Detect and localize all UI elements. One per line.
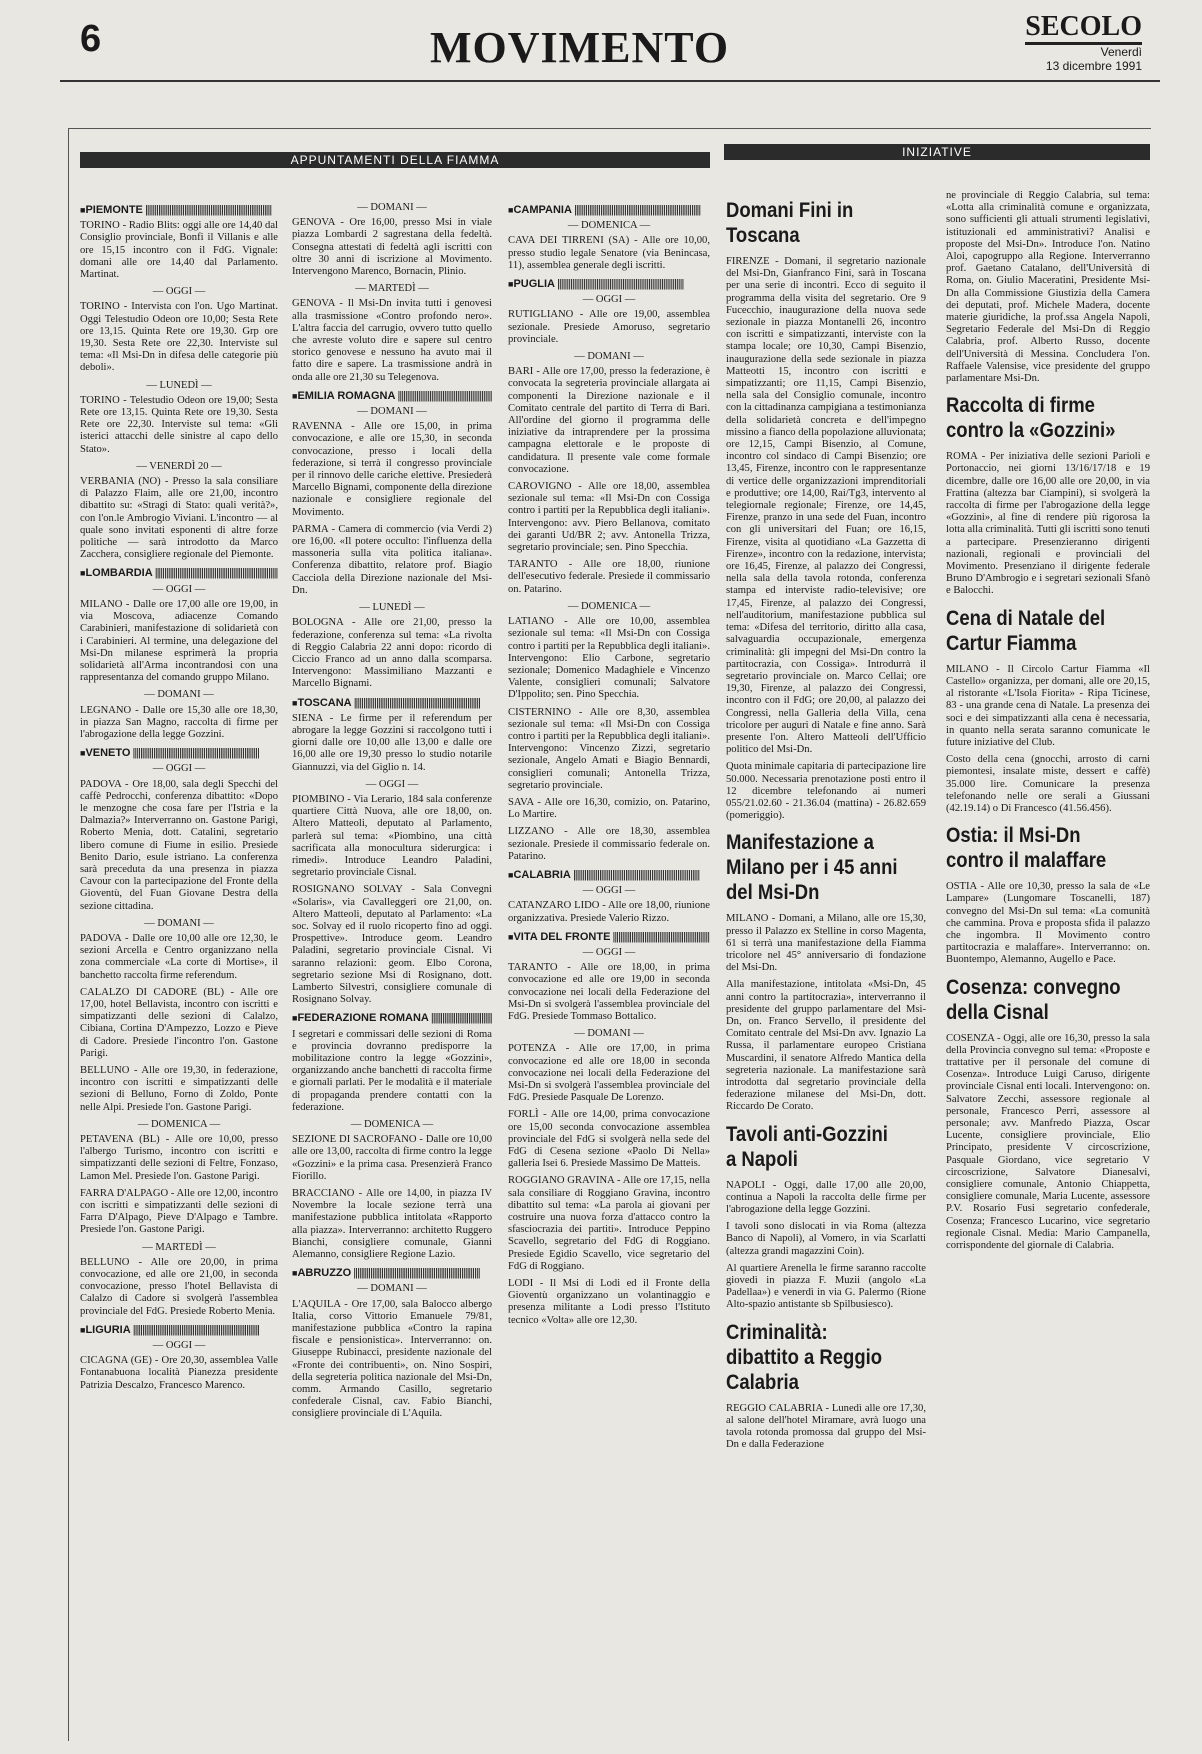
item: CISTERNINO - Alle ore 8,30, assemblea sezionale sul tema: «Il Msi-Dn con Cossiga contro i partiti per la Repubblica degli italiani». Intervengono: Vincenzo Zizzi, segretario sezionale, Angelo Amati e Biagio Bennardi, consiglieri comunali; Antonella Trizza, segretario provinciale. bbox=[508, 706, 710, 791]
day-heading: — OGGI — bbox=[152, 1340, 206, 1352]
article-text: MILANO - Il Circolo Cartur Fiamma «Il Castello» organizza, per domani, alle ore 20,15, al ristorante «L'Isola Fiorita» - Ripa Ticinese, 83 - una grande cena di Natale. La presenza dei soci e dei simpatizzanti alla cena è necessaria, in quanto nella serata saranno comunicate le future iniziative del Club. bbox=[946, 663, 1150, 748]
item: ROSIGNANO SOLVAY - Sala Convegni «Solaris», via Cavalleggeri ore 21,00, on. Altero Matteoli, deputato al Parlamento: «La soc. Solvay ed il ruolo ricoperto fino ad oggi. Prospettive». Introduce geom. Leandro Paladini, segretario provinciale Cisnal. Vi saranno relazioni: geom. Elbo Corona, segretario sezione Msi di Rosignano, dott. Lamberto Silvestri, consigliere comunale di Rosignano Solvay. bbox=[292, 884, 492, 1006]
day-heading: — OGGI — bbox=[365, 778, 419, 790]
column-2 bbox=[292, 198, 492, 1743]
day-heading: — OGGI — bbox=[152, 583, 206, 595]
day-heading: — DOMENICA — bbox=[567, 220, 651, 232]
item: FARRA D'ALPAGO - Alle ore 12,00, incontro con iscritti e simpatizzanti delle sezioni di Farra D'Alpago, Pieve D'Alpago e Tambre. Presiede l'on. Gastone Parigi. bbox=[80, 1187, 278, 1236]
column-5 bbox=[946, 190, 1150, 1740]
day-heading: — DOMENICA — bbox=[137, 1118, 221, 1130]
article-text: Alla manifestazione, intitolata «Msi-Dn, 45 anni contro la partitocrazia», interverranno il presidente del gruppo parlamentare del Msi-Dn, on. Franco Servello, il presidente del Comitato centrale del Msi-Dn avv. Ignazio La Russa, il parlamentare europeo Cristiana Muscardini, il senatore Alfredo Mantica della segreteria nazionale. La manifestazione sarà introdotta dal segretario provinciale della federazione milanese del Msi-Dn, dott. Riccardo De Corato. bbox=[726, 979, 926, 1113]
region-heading: ■LIGURIA |||||||||||||||||||||||||||||||||||||||||||||||||||||||||||||||||||| bbox=[80, 1324, 278, 1336]
region-heading: ■VENETO |||||||||||||||||||||||||||||||||||||||||||||||||||||||||||||||||||| bbox=[80, 747, 278, 759]
day-heading: — OGGI — bbox=[152, 286, 206, 298]
day-heading: — MARTEDÌ — bbox=[355, 283, 429, 295]
region-heading: ■VITA DEL FRONTE |||||||||||||||||||||||||||||||||||||||||||||||||||||||||||||||||||| bbox=[508, 931, 710, 943]
article-text: Costo della cena (gnocchi, arrosto di carni piemontesi, insalate miste, dessert e caffè) 35.000 lire. Comunicare la presenza telefonando nelle ore serali a Giussani (42.19.14) o Di Francesco (41.56.456). bbox=[946, 754, 1150, 814]
article-text: ne provinciale di Reggio Calabria, sul tema: «Lotta alla criminalità comune e organizzata, sono sufficienti gli attuali strumenti legislativi, istituzionali ed amministrativi? Analisi e proposte del Msi-Dn». Introduce l'on. Natino Aloi, capogruppo alla Regione. Interverranno prof. Gaetano Catalano, dell'Università di Roma, on. Giulio Maceratini, Presidente Msi-Dn alla Commissione Giustizia della Camera dei deputati, prof. Michele Madera, docente materie giuridiche, la prof.ssa Angela Napoli, Segretario Federale del Msi-Dn di Reggio Calabria, prof. Alberto Russo, docente dell'Università di Messina. Concludera l'on. Raffaele Valensise, vice presidente del gruppo parlamentare Msi-Dn. bbox=[946, 190, 1150, 385]
region-heading: ■CALABRIA |||||||||||||||||||||||||||||||||||||||||||||||||||||||||||||||||||| bbox=[508, 869, 710, 881]
day-heading: — DOMANI — bbox=[144, 917, 214, 929]
page-number: 6 bbox=[80, 18, 102, 60]
day-heading: — OGGI — bbox=[582, 294, 636, 306]
column-3 bbox=[508, 198, 710, 1743]
item: BOLOGNA - Alle ore 21,00, presso la federazione, conferenza sul tema: «La rivolta di Reggio Calabria 22 anni dopo: ricordo di Ciccio Franco ad un anno dalla scomparsa. Intervengono: Massimiliano Mazzanti e Marcello Bignami. bbox=[292, 617, 492, 690]
issue-date: 13 dicembre 1991 bbox=[1045, 59, 1142, 73]
item: I segretari e commissari delle sezioni di Roma e provincia dovranno predisporre la mobilitazione contro la legge «Gozzini», organizzando anche banchetti di raccolta firme e giornali parlati. Per le modalità e il materiale di propaganda prendere contatti con la federazione. bbox=[292, 1028, 492, 1113]
day-heading: — DOMENICA — bbox=[350, 1119, 434, 1131]
article-text: NAPOLI - Oggi, dalle 17,00 alle 20,00, continua a Napoli la raccolta delle firme per l'abrogazione della legge Gozzini. bbox=[726, 1179, 926, 1215]
item: SIENA - Le firme per il referendum per abrogare la legge Gozzini si raccolgono tutti i giorni dalle ore 10,00 alle 13,00 e dalle ore 16,00 alle ore 19,30 presso lo studio notarile Giannuzzi, via del Giglio n. 14. bbox=[292, 712, 492, 773]
top-rule bbox=[60, 80, 1160, 82]
day-heading: — OGGI — bbox=[582, 946, 636, 958]
day-heading: — LUNEDÌ — bbox=[359, 602, 425, 614]
region-heading: ■LOMBARDIA |||||||||||||||||||||||||||||||||||||||||||||||||||||||||||||||||||| bbox=[80, 567, 278, 579]
item: BRACCIANO - Alle ore 14,00, in piazza IV Novembre la locale sezione terrà una manifestazione pubblica intitolata «Rapporto alla piazza». Interverranno: architetto Ruggero Bianchi, consigliere comunale, Gianni Alemanno, consigliere Regione Lazio. bbox=[292, 1188, 492, 1261]
masthead bbox=[0, 0, 1202, 110]
item: BELLUNO - Alle ore 19,30, in federazione, incontro con iscritti e simpatizzanti delle sezioni di Belluno, Forno di Zoldo, Ponte nelle Alpi. Presiede l'on. Gastone Parigi. bbox=[80, 1065, 278, 1113]
item: PADOVA - Ore 18,00, sala degli Specchi del caffè Pedrocchi, conferenza dibattito: «Dopo le menzogne che cosa fare per l'Istria e la Dalmazia?» Interverranno on. Gastone Parigi, Roberto Menia, dott. Catalini, segretario libero comune di Fiume in esilio. Presiede Benito Dario, esule istriano. La conferenza sarà preceduta da una presenza in piazza Cavour con la partecipazione del Fronte della Gioventù, del Fuan Giovane Destra della sezione cittadina. bbox=[80, 778, 278, 912]
item: FORLÌ - Alle ore 14,00, prima convocazione ore 15,00 seconda convocazione assemblea provinciale del FdG si svolgerà nella sede del FdG di Cesena sezione «Paolo Di Nella» galleria Isei 6. Presiede Massimo De Matteis. bbox=[508, 1109, 710, 1170]
item: GENOVA - Il Msi-Dn invita tutti i genovesi alla trasmissione «Contro profondo nero». L'altra faccia del carrugio, ovvero tutto quello che avreste voluto dire e sapere sul centro storico genovese e nessuno ha avuto mai il fatto dire e sapere. La trasmissione andrà in onda alle ore 21,30 su Telegenova. bbox=[292, 298, 492, 383]
region-heading: ■TOSCANA |||||||||||||||||||||||||||||||||||||||||||||||||||||||||||||||||||| bbox=[292, 697, 492, 709]
item: L'AQUILA - Ore 17,00, sala Balocco albergo Italia, corso Vittorio Emanuele 79/81, manifestazione pubblica «Contro la rapina fiscale e pensionistica». Interverranno: on. Giuseppe Rubinacci, presidente nazionale del «Fronte dei contribuenti», on. Nino Sospiri, della segreteria politica nazionale del Msi-Dn, comm. Armando Casillo, segretario confederale Cisnal, cav. Fabio Bianchi, consigliere provinciale di L'Aquila. bbox=[292, 1298, 492, 1420]
item: SAVA - Alle ore 16,30, comizio, on. Patarino, Lo Martire. bbox=[508, 796, 710, 821]
article-text: MILANO - Domani, a Milano, alle ore 15,30, presso il Palazzo ex Stelline in corso Magenta, 61 si terrà una manifestazione della Fiamma tricolore nel 45° anniversario di fondazione del Msi-Dn. bbox=[726, 913, 926, 974]
article-headline: Cena di Natale del Cartur Fiamma bbox=[946, 606, 1106, 655]
day-heading: — VENERDÌ 20 — bbox=[136, 460, 222, 472]
article-text: REGGIO CALABRIA - Lunedì alle ore 17,30, al salone dell'hotel Miramare, avrà luogo una tavola rotonda promossa dal gruppo del Msi-Dn e dalla Federazione bbox=[726, 1402, 926, 1451]
article-headline: Raccolta di firme contro la «Gozzini» bbox=[946, 394, 1116, 443]
item: PETAVENA (BL) - Alle ore 10,00, presso l'albergo Turismo, incontro con iscritti e simpatizzanti delle sezioni di Feltre, Fonzaso, Lamon Mel. Presiede l'on. Gastone Parigi. bbox=[80, 1134, 278, 1182]
column-4 bbox=[726, 190, 926, 1740]
item: BARI - Alle ore 17,00, presso la federazione, è convocata la segreteria provinciale allargata ai componenti la Direzione nazionale e il Comitato centrale del partito di Terra di Bari. All'ordine del giorno il programma delle iniziative da intraprendere per la prossima campagna elettorale e le proposte di candidatura. Il presente vale come formale convocazione. bbox=[508, 366, 710, 475]
day-heading: — MARTEDÌ — bbox=[142, 1241, 216, 1253]
article-headline: Domani Fini in Toscana bbox=[726, 199, 854, 247]
region-heading: ■CAMPANIA |||||||||||||||||||||||||||||||||||||||||||||||||||||||||||||||||||| bbox=[508, 204, 710, 216]
item: CATANZARO LIDO - Alle ore 18,00, riunione organizzativa. Presiede Valerio Rizzo. bbox=[508, 900, 710, 924]
item: CICAGNA (GE) - Ore 20,30, assemblea Valle Fontanabuona località Pianezza presidente Patrizia Descalzo, Francesco Marenco. bbox=[80, 1355, 278, 1391]
item: PARMA - Camera di commercio (via Verdi 2) ore 16,00. «Il potere occulto: l'influenza della massoneria sulla vita politica italiana». Conferenza dibattito, relatore prof. Biagio Cacciola della Direzione nazionale del Msi-Dn. bbox=[292, 523, 492, 596]
day-heading: — DOMANI — bbox=[574, 1028, 644, 1040]
item: MILANO - Dalle ore 17,00 alle ore 19,00, in via Moscova, adiacenze Comando Carabinieri, manifestazione di solidarietà con i Carabinieri. Al termine, una delegazione del Msi-Dn milanese esprimerà la propria solidarietà all'Arma incontrandosi con una rappresentanza del comando gruppo Milano. bbox=[80, 598, 278, 684]
article-headline: Tavoli anti-Gozzini a Napoli bbox=[726, 1122, 888, 1171]
day-heading: — DOMANI — bbox=[357, 406, 427, 418]
item: VERBANIA (NO) - Presso la sala consiliare di Palazzo Flaim, alle ore 21,00, incontro dibattito su: «Stragi di Stato: quali verità?», con l'on.le Ambrogio Viviani. L'incontro — al quale sono invitati esponenti di altre forze politiche — sarà introdotto da Marco Zacchera, consigliere regionale del Piemonte. bbox=[80, 476, 278, 561]
item: BELLUNO - Alle ore 20,00, in prima convocazione, ed alle ore 21,00, in seconda convocazione, presso l'hotel Bellavista di Calalzo di Cadore si svolgerà l'assemblea provinciale del FdG. Presiede Roberto Menia. bbox=[80, 1256, 278, 1317]
article-text: Al quartiere Arenella le firme saranno raccolte giovedì in piazza F. Muzii (angolo «La Padellaa») e venerdì in via G. Palermo (Rione Alto-spazio antistante sb Spilbusiesco). bbox=[726, 1262, 926, 1311]
day-heading: — DOMANI — bbox=[574, 351, 644, 363]
article-text: COSENZA - Oggi, alle ore 16,30, presso la sala della Provincia convegno sul tema: «Proposte e trattative per il personale del comune di Cosenza». Introduce Luigi Caruso, dirigente provinciale Cisnal enti locali. Intervengono: on. Salvatore Zecchi, assessore regionale al personale, Francesco Perri, assessore al personale; avv. Manfredo Piazza, Oscar Lucente, consigliere provinciale, Elio Principato, presidente V circoscrizione, Pasquale Giordano, vice segretario V circoscrizione, Salvatore Dianesalvi, consigliere comunale, Antonio Chiappetta, consigliere comunale, Maria Lucente, assessore P.V. Rosario Fusi segretario confederale, Cosenza; Francesco Lucarino, vice segretario regionale Cisnal. Media: Mario Campanella, corrispondente del giornale di Calabria. bbox=[946, 1032, 1150, 1251]
band-iniziative: INIZIATIVE bbox=[724, 144, 1150, 160]
region-heading: ■PIEMONTE |||||||||||||||||||||||||||||||||||||||||||||||||||||||||||||||||||| bbox=[80, 204, 278, 216]
region-heading: ■PUGLIA |||||||||||||||||||||||||||||||||||||||||||||||||||||||||||||||||||| bbox=[508, 278, 710, 290]
item: LODI - Il Msi di Lodi ed il Fronte della Gioventù organizzano un volantinaggio e presenza militante a Lodi presso l'Istituto tecnico «Volta» alle ore 12,30. bbox=[508, 1278, 710, 1326]
article-headline: Criminalità: dibattito a Reggio Calabria bbox=[726, 1320, 883, 1394]
day-heading: — DOMANI — bbox=[144, 689, 214, 701]
day-heading: — OGGI — bbox=[152, 763, 206, 775]
item: TARANTO - Alle ore 18,00, riunione dell'esecutivo federale. Presiede il commissario on. Patarino. bbox=[508, 559, 710, 595]
region-heading: ■ABRUZZO |||||||||||||||||||||||||||||||||||||||||||||||||||||||||||||||||||| bbox=[292, 1267, 492, 1279]
item: ROGGIANO GRAVINA - Alle ore 17,15, nella sala consiliare di Roggiano Gravina, incontro dibattito sul tema: «La parola ai giovani per costruire una nuova forza d'attacco contro la sfasciocrazia dei partiti». Introduce Peppino Scavello, segretario del FdG di Roggiano. Presiede Egidio Scavello, vice segretario del FdG di Roggiano. bbox=[508, 1175, 710, 1272]
item: TORINO - Telestudio Odeon ore 19,00; Sesta Rete ore 13,15. Quinta Rete ore 19,30. Sesta Rete ore 22,30. Interviste sul tema: «Gli isterici attacchi delle sinistre al capo dello Stato». bbox=[80, 394, 278, 455]
article-headline: Cosenza: convegno della Cisnal bbox=[946, 975, 1121, 1024]
article-text: I tavoli sono dislocati in via Roma (altezza Banco di Napoli), al Vomero, in via Scarlatti (altezza grandi magazzini Coin). bbox=[726, 1221, 926, 1257]
item: PADOVA - Dalle ore 10,00 alle ore 12,30, le sezioni Arcella e Centro organizzano nella zona commerciale «La corte di Mortise», il banchetto raccolta firme referendum. bbox=[80, 932, 278, 981]
item: CAROVIGNO - Alle ore 18,00, assemblea sezionale sul tema: «Il Msi-Dn con Cossiga contro i partiti per la Repubblica degli italiani». Intervengono: avv. Piero Bellanova, comitato dei garanti Ud/BR 2; avv. Antonella Trizza, segretario provinciale; sen. Pino Specchia. bbox=[508, 481, 710, 554]
article-headline: Ostia: il Msi-Dn contro il malaffare bbox=[946, 824, 1107, 873]
paper-name: SECOLO bbox=[1025, 12, 1142, 45]
item: TORINO - Intervista con l'on. Ugo Martinat. Oggi Telestudio Odeon ore 10,00; Sesta Rete ore 13,15. Quinta Rete ore 19,30. Grp ore 19,30. Sesta Rete ore 22,30. Interviste sul tema: «Il Msi-Dn in difesa delle categorie più deboli». bbox=[80, 301, 278, 374]
paper-logo bbox=[1025, 12, 1142, 73]
article-text: FIRENZE - Domani, il segretario nazionale del Msi-Dn, Gianfranco Fini, sarà in Toscana per una serie di incontri. Ecco di seguito il programma della visita del segretario. Ore 9 Fucecchio, inaugurazione della nuova sede sezionale in piazza Montanelli 26, incontro con iscritti e simpatizzanti, interviste con la stampa locale; ore 10,30, Campi Bisenzio, inaugurazione della sede sezionale in piazza Matteotti 15, incontro con iscritti e simpatizzanti; ore 11,15, Campi Bisenzio, nella sala del Consiglio comunale, incontro con la cittadinanza campigiana a testimonianza della solidarietà concreta e dell'impegno missino a fianco della popolazione alluvionata; ore 12,15, Campi Bisenzio, al Comune, incontro col sindaco di Campi Bisenzio; ore 13,45, Firenze, incontro con le rappresentanze di vertice delle organizzazioni imprenditoriali e produttive; ore 14,00, Rai/Tg3, intervento al telegiornale regionale; Firenze, ore 14,45, Firenze, pranzo in una sede del Fuan, incontro con gli universitari del Fuan; ore 16,15, Firenze, visita al quotidiano «La Gazzetta di Firenze», incontro con la redazione, intervista; ore 16,45, Firenze, al palazzo dei Congressi, nella sala della tavola rotonda, conferenza stampa ed interviste radio-televisive; ore 17,45, Firenze, al palazzo dei Congressi, nell'auditorium, manifestazione pubblica sul tema: «Difesa del territorio, diritto alla casa, salvaguardia occupazionale, emergenza criminalità: gli impegni del Msi-Dn contro la partitocrazia, con Cossiga». Introdurrà il segretario provinciale on. Marco Cellai; ore 19,30, Firenze, al palazzo dei Congressi, incontro con il FdG; ore 20,00, al palazzo dei Congressi, nella Galleria della Villa, cena tricolore per auguri di Natale e fine anno. Sarà presente l'on. Altero Matteoli dell'Ufficio politico del Msi-Dn. bbox=[726, 256, 926, 756]
item: TORINO - Radio Blits: oggi alle ore 14,40 dal Consiglio provinciale, Bonfi il Villanis e alle ore 15,15 incontro con il FdG. Vignale: domani alle ore 14,40 dal Parlamento. Martinat. bbox=[80, 220, 278, 281]
day-heading: — DOMANI — bbox=[357, 202, 427, 213]
item: POTENZA - Alle ore 17,00, in prima convocazione ed alle ore 18,00 in seconda convocazione nei locali della Federazione del Msi-Dn si svolgerà l'assemblea provinciale del FdG. Presiede Pasquale De Lorenzo. bbox=[508, 1043, 710, 1104]
item: CALALZO DI CADORE (BL) - Alle ore 17,00, hotel Bellavista, incontro con iscritti e simpatizzanti delle sezioni di Calalzo, Cibiana, Cortina D'Ampezzo, Lozzo e Pieve di Cadore. Presiede l'incontro l'on. Gastone Parigi. bbox=[80, 986, 278, 1059]
issue-day: Venerdì bbox=[1100, 45, 1142, 59]
item: PIOMBINO - Via Lerario, 184 sala conferenze quartiere Città Nuova, alle ore 18,00, on. Altero Matteoli, deputato al Parlamento, parlerà sul tema: «Piombino, una città sacrificata alla monocultura siderurgica: i rimedi». Introduce Leandro Paladini, segretario provinciale Cisnal. bbox=[292, 793, 492, 879]
article-text: ROMA - Per iniziativa delle sezioni Parioli e Portonaccio, nei giorni 13/16/17/18 e 19 dicembre, dalle ore 16,00 alle ore 20,00, in via Frattina (altezza bar Ciampini), si svolgerà la raccolta di firme per l'abrogazione della legge «Gozzini», al fine di rendere più rigorosa la lotta alla criminalità. Tutti gli iscritti sono tenuti a partecipare. Presenzieranno dirigenti nazionali, regionali e provinciali del Movimento. Presenziano il dirigente federale Bruno D'Ambrogio e i segretari sezionali Sfanò e Balocchi. bbox=[946, 451, 1150, 597]
day-heading: — DOMANI — bbox=[357, 1283, 427, 1295]
region-heading: ■EMILIA ROMAGNA |||||||||||||||||||||||||||||||||||||||||||||||||||||||||||||||||||| bbox=[292, 390, 492, 402]
article-text: Quota minimale capitaria di partecipazione lire 50.000. Necessaria prenotazione posti entro il 12 dicembre telefonando ai numeri 055/21.02.60 - 21.36.04 (mattina) - 26.82.659 (pomeriggio). bbox=[726, 761, 926, 822]
item: RUTIGLIANO - Alle ore 19,00, assemblea sezionale. Presiede Amoruso, segretario provinciale. bbox=[508, 309, 710, 345]
region-heading: ■FEDERAZIONE ROMANA |||||||||||||||||||||||||||||||||||||||||||||||||||||||||||||||||||| bbox=[292, 1012, 492, 1024]
band-appuntamenti: APPUNTAMENTI DELLA FIAMMA bbox=[80, 152, 710, 168]
item: CAVA DEI TIRRENI (SA) - Alle ore 10,00, presso studio legale Senatore (via Benincasa, 11), assemblea generale degli iscritti. bbox=[508, 235, 710, 271]
day-heading: — OGGI — bbox=[582, 885, 636, 897]
day-heading: — LUNEDÌ — bbox=[146, 379, 212, 391]
section-title: MOVIMENTO bbox=[430, 23, 730, 72]
item: TARANTO - Alle ore 18,00, in prima convocazione ed alle ore 19,00 in seconda convocazione nei locali della Federazione del Msi-Dn si svolgerà l'assemblea provinciale del FdG. Presiede Tommaso Bottalico. bbox=[508, 962, 710, 1022]
article-text: OSTIA - Alle ore 10,30, presso la sala de «Le Lampare» (Lungomare Toscanelli, 187) convegno del Msi-Dn sul tema: «La comunità che cammina. Prova e proposta sfida il palazzo che ingombra. Il Movimento contro partitocrazia e malaffare». Interverranno: on. Buontempo, Alemanno, Augello e Pace. bbox=[946, 881, 1150, 966]
item: LEGNANO - Dalle ore 15,30 alle ore 18,30, in piazza San Magno, raccolta di firme per l'abrogazione della legge Gozzini. bbox=[80, 704, 278, 740]
column-1 bbox=[80, 198, 278, 1743]
item: LATIANO - Alle ore 10,00, assemblea sezionale sul tema: «Il Msi-Dn con Cossiga contro i partiti per la Repubblica degli italiani». Intervengono: Elio Carbone, segretario sezionale; Domenico Madaghiele e Vincenzo Valente, consiglieri comunali; Salvatore D'Ippolito; sen. Pino Specchia. bbox=[508, 616, 710, 701]
day-heading: — DOMENICA — bbox=[567, 600, 651, 612]
item: GENOVA - Ore 16,00, presso Msi in viale piazza Lombardi 2 sagrestana della fedeltà. Consegna attestati di fedeltà agli iscritti con oltre 30 anni di iscrizione al Movimento. Intervengono Marenco, Bornacin, Plinio. bbox=[292, 217, 492, 278]
item: SEZIONE DI SACROFANO - Dalle ore 10,00 alle ore 13,00, raccolta di firme contro la legge «Gozzini» e la prima casa. Presenzierà Franco Fiorillo. bbox=[292, 1134, 492, 1182]
item: RAVENNA - Alle ore 15,00, in prima convocazione, e alle ore 15,30, in seconda convocazione, presso i locali della federazione, si terrà il congresso provinciale per il rinnovo delle cariche elettive. Presiederà Marcello Bignami, componente della direzione nazionale e consigliere regionale del Movimento. bbox=[292, 421, 492, 518]
item: LIZZANO - Alle ore 18,30, assemblea sezionale. Presiede il commissario federale on. Patarino. bbox=[508, 826, 710, 862]
article-headline: Manifestazione a Milano per i 45 anni del Msi-Dn bbox=[726, 831, 898, 905]
